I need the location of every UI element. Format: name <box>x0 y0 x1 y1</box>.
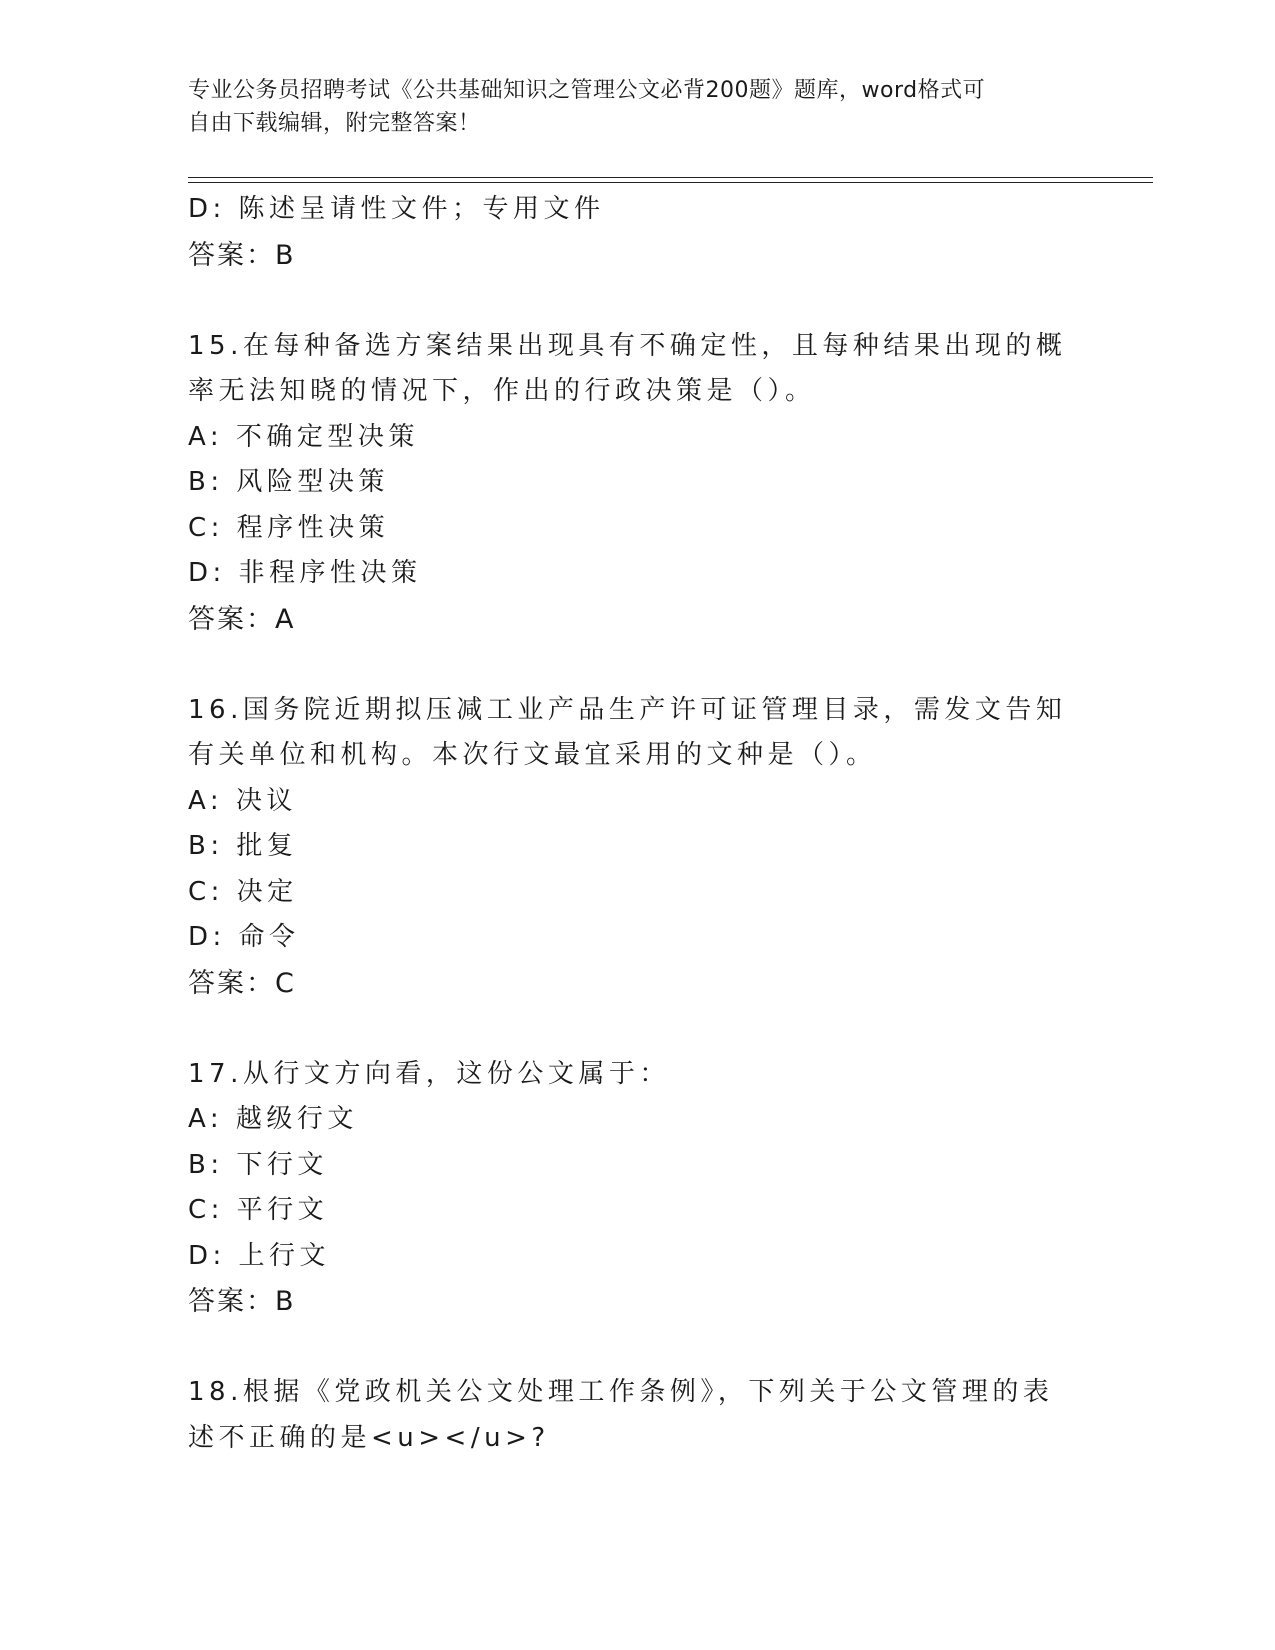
answer: 答案：A <box>188 603 296 635</box>
question-text: 18.根据《党政机关公文处理工作条例》，下列关于公文管理的表述不正确的是<u></u>? <box>188 1377 1054 1453</box>
spacer <box>188 278 1068 324</box>
question-17 <box>188 1052 1068 1325</box>
option-a: A: 不确定型决策 <box>188 421 419 452</box>
header-line-2: 自由下载编辑，附完整答案！ <box>188 111 481 136</box>
answer: 答案：C <box>188 967 296 999</box>
header-line-1: 专业公务员招聘考试《公共基础知识之管理公文必背200题》题库，word格式可 <box>188 78 986 103</box>
question-16 <box>188 688 1068 1007</box>
spacer <box>188 1325 1068 1371</box>
header-divider-bottom <box>188 182 1153 183</box>
header-divider-top <box>188 177 1153 178</box>
option-c: C: 决定 <box>188 876 298 907</box>
answer: 答案：B <box>188 1286 296 1317</box>
question-list <box>188 187 1068 1461</box>
question-text: 15.在每种备选方案结果出现具有不确定性，且每种结果出现的概率无法知晓的情况下，作出的行政决策是（）。 <box>188 330 1067 406</box>
option-d: D: 非程序性决策 <box>188 558 422 588</box>
option-a: A: 决议 <box>188 785 297 816</box>
option-d: D: 上行文 <box>188 1240 331 1271</box>
question-text: 17.从行文方向看，这份公文属于： <box>188 1058 670 1089</box>
option-d: D: 命令 <box>188 922 300 952</box>
option-c: C: 平行文 <box>188 1195 329 1225</box>
question-18 <box>188 1370 1068 1461</box>
spacer <box>188 642 1068 688</box>
prev-option-d: D: 陈述呈请性文件；专用文件 <box>188 194 605 224</box>
option-c: C: 程序性决策 <box>188 512 390 543</box>
question-text: 16.国务院近期拟压减工业产品生产许可证管理目录，需发文告知有关单位和机构。本次行文最宜采用的文种是（）。 <box>188 694 1067 770</box>
option-b: B: 批复 <box>188 831 298 861</box>
prev-answer: 答案：B <box>188 239 296 271</box>
document-header <box>188 74 1068 140</box>
option-b: B: 风险型决策 <box>188 467 389 497</box>
question-15 <box>188 324 1068 643</box>
option-a: A: 越级行文 <box>188 1104 358 1134</box>
option-b: B: 下行文 <box>188 1149 328 1180</box>
spacer <box>188 1006 1068 1052</box>
